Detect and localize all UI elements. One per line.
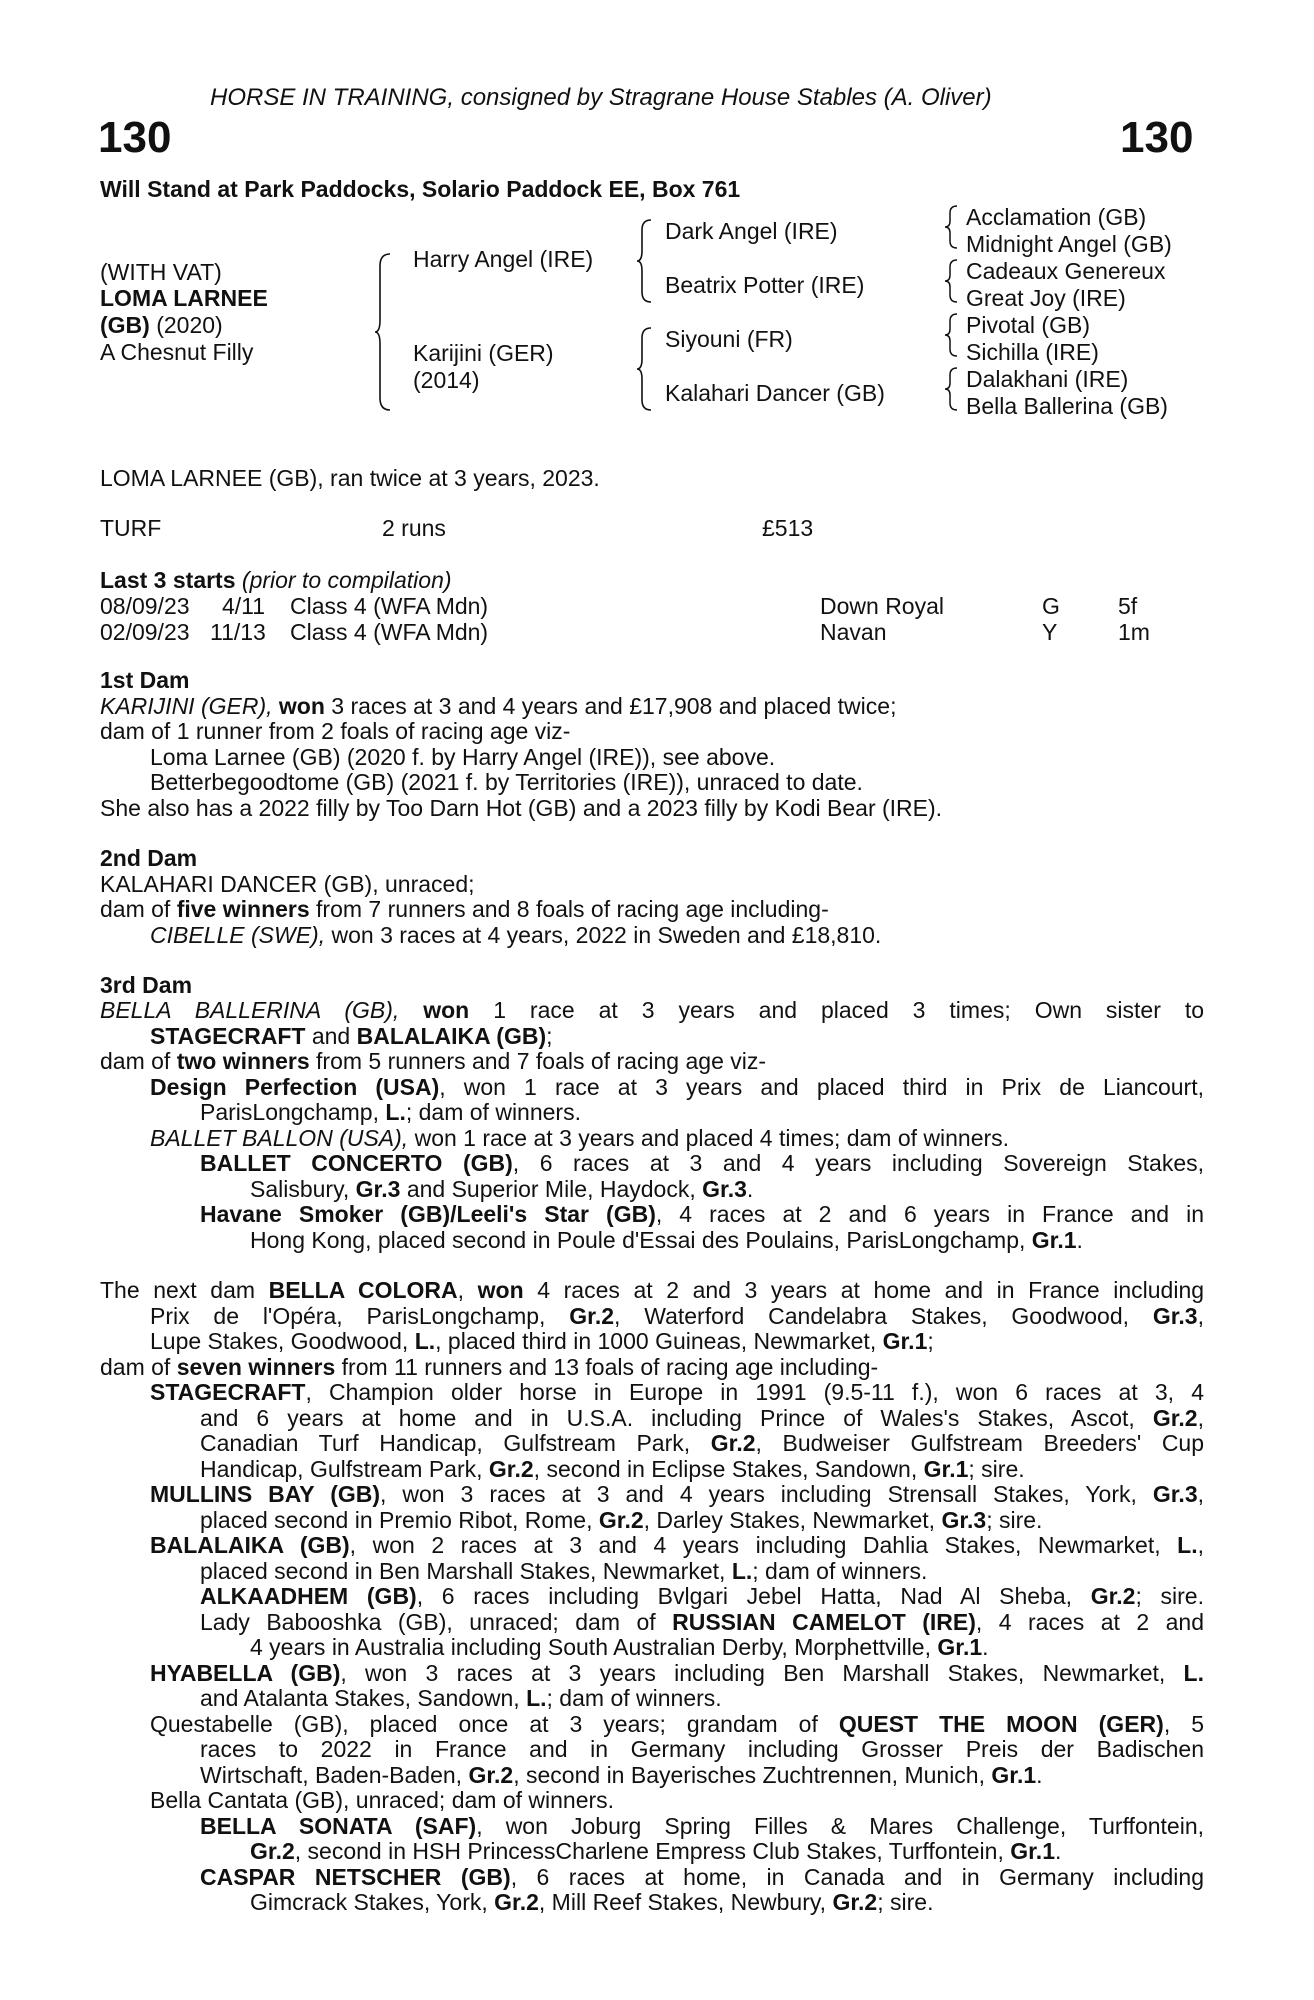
consignment-header: HORSE IN TRAINING, consigned by Stragrane House Stables (A. Oliver) bbox=[210, 84, 992, 111]
next-dam-line bbox=[100, 1661, 1204, 1687]
first-dam-name: KARIJINI (GER), bbox=[100, 692, 273, 719]
text: The next dam bbox=[100, 1277, 256, 1303]
next-dam-line bbox=[100, 1686, 1204, 1712]
first-dam-line: dam of 1 runner from 2 foals of racing age viz- bbox=[100, 718, 571, 744]
text: Gr.1 bbox=[991, 1761, 1037, 1788]
pedigree-g1: Acclamation (GB) bbox=[966, 204, 1147, 230]
text: , 4 races at 2 and bbox=[975, 1608, 1204, 1635]
text: 3 races at 3 and 4 years and £17,908 and placed twice; bbox=[331, 692, 897, 719]
first-dam-title: 1st Dam bbox=[100, 667, 190, 693]
next-dam-line bbox=[100, 1406, 1204, 1432]
next-dam-line bbox=[100, 1278, 1204, 1304]
first-dam-line: She also has a 2022 filly by Too Darn Hot (GB) and a 2023 filly by Kodi Bear (IRE). bbox=[100, 794, 943, 821]
start-going: Y bbox=[1042, 619, 1058, 645]
text: Gr.3 bbox=[941, 1506, 987, 1533]
third-dam-line bbox=[100, 1075, 1204, 1101]
text: . bbox=[982, 1634, 989, 1660]
next-dam-line bbox=[100, 1839, 1204, 1865]
horse-country: (GB) bbox=[100, 312, 150, 338]
text: Gr.2 bbox=[468, 1761, 514, 1788]
next-dam-line bbox=[100, 1329, 1204, 1355]
text: Gr.3 bbox=[1152, 1481, 1198, 1507]
stand-location: Will Stand at Park Paddocks, Solario Paddock EE, Box 761 bbox=[100, 176, 741, 202]
text: seven winners bbox=[176, 1353, 336, 1380]
text: , 6 races including Bvlgari Jebel Hatta, Nad Al Sheba, bbox=[416, 1583, 1073, 1609]
text: , Mill Reef Stakes, Newbury, bbox=[538, 1889, 827, 1915]
text: dam of bbox=[100, 896, 171, 922]
text: , second in HSH PrincessCharlene Empress Club Stakes, Turffontein, bbox=[294, 1838, 1004, 1864]
third-dam-title bbox=[100, 973, 192, 999]
next-dam-line: Bella Cantata (GB), unraced; dam of winners. bbox=[150, 1787, 615, 1813]
pedigree-sire-sire: Dark Angel (IRE) bbox=[665, 218, 838, 244]
start-position: 11/13 bbox=[210, 619, 266, 645]
text: , Waterford Candelabra Stakes, Goodwood, bbox=[614, 1302, 1130, 1329]
text: Salisbury, bbox=[250, 1175, 350, 1202]
next-dam-line bbox=[100, 1610, 1204, 1636]
next-dam-line bbox=[100, 1457, 1204, 1483]
pedigree-g2: Midnight Angel (GB) bbox=[966, 231, 1172, 257]
text: BALLET CONCERTO (GB) bbox=[200, 1150, 513, 1176]
text: five winners bbox=[176, 896, 310, 922]
text: , 5 bbox=[1163, 1710, 1204, 1737]
text: Gr.2 bbox=[1152, 1404, 1198, 1431]
text: Gr.3 bbox=[1152, 1302, 1198, 1329]
text: Gr.2 bbox=[710, 1430, 756, 1456]
text: BELLA BALLERINA (GB), bbox=[100, 997, 400, 1023]
text: Canadian Turf Handicap, Gulfstream Park, bbox=[200, 1430, 691, 1456]
text: L. bbox=[385, 1099, 406, 1125]
text: , bbox=[1197, 1481, 1205, 1507]
text: Gr.2 bbox=[488, 1455, 534, 1482]
second-dam-line: KALAHARI DANCER (GB), unraced; bbox=[100, 870, 475, 897]
text: Design Perfection (USA) bbox=[150, 1073, 440, 1100]
lot-number-right: 130 bbox=[1120, 113, 1194, 162]
third-dam-line bbox=[100, 1126, 1204, 1152]
text: from 7 runners and 8 foals of racing age including- bbox=[316, 896, 829, 922]
text: , bbox=[457, 1277, 465, 1303]
text: Gr.1 bbox=[882, 1328, 928, 1354]
won-label: won bbox=[278, 692, 325, 719]
next-dam-line bbox=[100, 1355, 1204, 1381]
text: , 6 races at 3 and 4 years including Sovereign Stakes, bbox=[512, 1150, 1204, 1176]
pedigree-brace-g12 bbox=[944, 204, 960, 250]
next-dam-line bbox=[100, 1865, 1204, 1891]
next-dam-line bbox=[100, 1508, 1204, 1534]
text: L. bbox=[414, 1328, 436, 1354]
start-class: Class 4 (WFA Mdn) bbox=[290, 619, 489, 645]
second-dam-line bbox=[100, 897, 881, 923]
text: ; bbox=[546, 1022, 553, 1049]
text: won 1 race at 3 years and placed 4 times; dam of winners. bbox=[414, 1124, 1010, 1151]
pedigree-brace-g34 bbox=[944, 258, 960, 304]
text: Lady Babooshka (GB), unraced; dam of bbox=[200, 1608, 656, 1635]
start-distance: 5f bbox=[1118, 593, 1138, 619]
pedigree-dam-sire: Siyouni (FR) bbox=[665, 326, 793, 352]
text: Hong Kong, placed second in Poule d'Essai des Poulains, ParisLongchamp, bbox=[250, 1226, 1026, 1253]
third-dam-line bbox=[100, 1177, 1204, 1203]
text: BALALAIKA (GB) bbox=[150, 1532, 350, 1558]
text: ; dam of winners. bbox=[752, 1557, 928, 1584]
second-dam-title: 2nd Dam bbox=[100, 845, 198, 871]
text: 3rd Dam bbox=[100, 972, 193, 998]
first-dam-section bbox=[100, 668, 942, 821]
text: , bbox=[1197, 1532, 1204, 1558]
text: Gr.2 bbox=[598, 1506, 644, 1533]
next-dam-line bbox=[100, 1635, 1204, 1661]
pedigree-brace-main bbox=[374, 252, 394, 412]
text: Gr.3 bbox=[355, 1175, 401, 1202]
text: HYABELLA (GB) bbox=[150, 1659, 341, 1686]
third-dam-line bbox=[100, 1100, 1204, 1126]
text: Havane Smoker (GB)/Leeli's Star (GB) bbox=[200, 1201, 656, 1227]
text: dam of bbox=[100, 1048, 171, 1074]
text: Gr.1 bbox=[937, 1634, 983, 1660]
start-distance: 1m bbox=[1118, 619, 1150, 645]
third-dam-line bbox=[100, 1049, 1204, 1075]
text: Gr.1 bbox=[1031, 1226, 1077, 1253]
text: BALALAIKA (GB) bbox=[356, 1022, 547, 1049]
pedigree-brace-g56 bbox=[944, 312, 960, 358]
text: L. bbox=[1177, 1532, 1198, 1558]
text: Lupe Stakes, Goodwood, bbox=[150, 1328, 409, 1354]
pedigree-brace-g78 bbox=[944, 366, 960, 412]
second-dam-line bbox=[100, 923, 881, 949]
next-dam-line: races to 2022 in France and in Germany including Grosser Preis der Badischen bbox=[200, 1736, 1204, 1762]
text: and bbox=[311, 1022, 351, 1049]
text: 4 races at 2 and 3 years at home and in France including bbox=[537, 1277, 1205, 1303]
record-earnings: £513 bbox=[762, 515, 814, 541]
text: BELLA SONATA (SAF) bbox=[200, 1812, 477, 1839]
second-dam-section bbox=[100, 846, 881, 948]
last-starts-heading bbox=[100, 568, 452, 593]
text: . bbox=[1076, 1226, 1083, 1253]
text: Gr.2 bbox=[832, 1889, 878, 1915]
text: and 6 years at home and in U.S.A. including Prince of Wales's Stakes, Ascot, bbox=[200, 1404, 1135, 1431]
next-dam-section bbox=[100, 1278, 1204, 1916]
text: , won 2 races at 3 and 4 years including Dahlia Stakes, Newmarket, bbox=[349, 1532, 1161, 1558]
text: . bbox=[1036, 1761, 1043, 1788]
pedigree-sire-dam: Beatrix Potter (IRE) bbox=[665, 272, 865, 298]
third-dam-section bbox=[100, 998, 1204, 1253]
next-dam-line bbox=[100, 1584, 1204, 1610]
race-summary: LOMA LARNEE (GB), ran twice at 3 years, 2023. bbox=[100, 465, 600, 491]
text: placed second in Premio Ribot, Rome, bbox=[200, 1506, 593, 1533]
text: ; sire. bbox=[1135, 1583, 1204, 1609]
text: Gr.2 bbox=[250, 1838, 295, 1864]
start-date: 02/09/23 bbox=[100, 619, 190, 645]
text: STAGECRAFT bbox=[150, 1379, 306, 1405]
pedigree-g3: Cadeaux Genereux bbox=[966, 258, 1166, 284]
start-position: 4/11 bbox=[222, 593, 266, 619]
text: dam of bbox=[100, 1353, 171, 1380]
next-dam-line bbox=[100, 1814, 1204, 1840]
text: ; dam of winners. bbox=[405, 1099, 581, 1125]
third-dam-line bbox=[100, 1202, 1204, 1228]
text: , second in Bayerisches Zuchtrennen, Munich, bbox=[513, 1761, 985, 1788]
text: CASPAR NETSCHER (GB) bbox=[200, 1863, 511, 1890]
start-class: Class 4 (WFA Mdn) bbox=[290, 593, 489, 619]
text: , Budweiser Gulfstream Breeders' Cup bbox=[755, 1430, 1205, 1456]
text: . bbox=[746, 1175, 754, 1202]
next-dam-line bbox=[100, 1304, 1204, 1330]
text: QUEST THE MOON (GER) bbox=[838, 1710, 1164, 1737]
start-going: G bbox=[1042, 593, 1060, 619]
text: Gr.1 bbox=[1010, 1838, 1055, 1864]
next-dam-line bbox=[100, 1431, 1204, 1457]
horse-country-year bbox=[100, 313, 223, 338]
text: BALLET BALLON (USA), bbox=[150, 1124, 409, 1151]
next-dam-line bbox=[100, 1380, 1204, 1406]
last-starts-title: Last 3 starts bbox=[100, 567, 236, 593]
text: , bbox=[1197, 1404, 1204, 1431]
text: Gimcrack Stakes, York, bbox=[250, 1889, 488, 1915]
pedigree-dam: Karijini (GER) bbox=[413, 340, 554, 366]
text: won bbox=[423, 997, 470, 1023]
text: ; sire. bbox=[968, 1455, 1025, 1482]
text: L. bbox=[1183, 1659, 1204, 1686]
record-surface: TURF bbox=[100, 515, 162, 541]
text: Wirtschaft, Baden-Baden, bbox=[200, 1761, 463, 1788]
text: , 6 races at home, in Canada and in Germany including bbox=[510, 1863, 1205, 1890]
text: Prix de l'Opéra, ParisLongchamp, bbox=[150, 1302, 546, 1329]
text: , won Joburg Spring Filles & Mares Challenge, Turffontein, bbox=[476, 1812, 1204, 1839]
text: two winners bbox=[176, 1048, 310, 1074]
text: Gr.2 bbox=[569, 1302, 615, 1329]
text: from 11 runners and 13 foals of racing age including- bbox=[341, 1353, 879, 1380]
text: L. bbox=[526, 1685, 547, 1711]
start-date: 08/09/23 bbox=[100, 593, 190, 619]
first-dam-line: Loma Larnee (GB) (2020 f. by Harry Angel (IRE)), see above. bbox=[150, 743, 776, 770]
text: won 3 races at 4 years, 2022 in Sweden and £18,810. bbox=[331, 921, 882, 948]
next-dam-line bbox=[100, 1712, 1204, 1738]
text: from 5 runners and 7 foals of racing age viz- bbox=[316, 1048, 767, 1074]
next-dam-line bbox=[100, 1533, 1204, 1559]
pedigree-g6: Sichilla (IRE) bbox=[966, 339, 1099, 365]
last-starts-note: (prior to compilation) bbox=[241, 567, 452, 593]
text: and Atalanta Stakes, Sandown, bbox=[200, 1685, 520, 1711]
pedigree-dam-year: (2014) bbox=[413, 367, 480, 393]
text: Gr.2 bbox=[1090, 1583, 1136, 1609]
text: ; sire. bbox=[986, 1506, 1043, 1533]
pedigree-sire: Harry Angel (IRE) bbox=[413, 246, 594, 272]
third-dam-line bbox=[100, 1024, 1204, 1050]
text: ParisLongchamp, bbox=[200, 1099, 379, 1125]
text: Gr.3 bbox=[702, 1175, 747, 1202]
text: 4 years in Australia including South Australian Derby, Morphettville, bbox=[250, 1634, 931, 1660]
start-course: Navan bbox=[820, 619, 887, 645]
text: Questabelle (GB), placed once at 3 years; grandam of bbox=[150, 1710, 818, 1737]
text: 1 race at 3 years and placed 3 times; Own sister to bbox=[493, 997, 1205, 1023]
text: ALKAADHEM (GB) bbox=[200, 1583, 417, 1609]
text: Handicap, Gulfstream Park, bbox=[200, 1455, 483, 1482]
text: , won 3 races at 3 years including Ben Marshall Stakes, Newmarket, bbox=[340, 1659, 1166, 1686]
text: , bbox=[1197, 1302, 1204, 1329]
pedigree-g5: Pivotal (GB) bbox=[966, 312, 1090, 338]
text: , Champion older horse in Europe in 1991 (9.5-11 f.), won 6 races at 3, 4 bbox=[305, 1379, 1204, 1405]
text: , won 3 races at 3 and 4 years including Strensall Stakes, York, bbox=[380, 1481, 1137, 1507]
vat-note: (WITH VAT) bbox=[100, 259, 222, 285]
text: , won 1 race at 3 years and placed third in Prix de Liancourt, bbox=[439, 1073, 1204, 1100]
horse-name: LOMA LARNEE bbox=[100, 285, 268, 311]
text: placed second in Ben Marshall Stakes, Newmarket, bbox=[200, 1557, 726, 1584]
text: BELLA COLORA bbox=[268, 1277, 458, 1303]
text: RUSSIAN CAMELOT (IRE) bbox=[672, 1608, 976, 1635]
lot-number-left: 130 bbox=[98, 113, 172, 162]
third-dam-line bbox=[100, 1151, 1204, 1177]
text: ; sire. bbox=[877, 1889, 934, 1915]
horse-year: (2020) bbox=[156, 312, 223, 338]
text: ; dam of winners. bbox=[546, 1685, 722, 1711]
pedigree-dam-dam: Kalahari Dancer (GB) bbox=[665, 380, 885, 406]
pedigree-g4: Great Joy (IRE) bbox=[966, 285, 1126, 311]
third-dam-line bbox=[100, 1228, 1204, 1254]
record-runs: 2 runs bbox=[382, 515, 446, 541]
text: and Superior Mile, Haydock, bbox=[406, 1175, 696, 1202]
pedigree-g8: Bella Ballerina (GB) bbox=[966, 393, 1168, 419]
text: , 4 races at 2 and 6 years in France and in bbox=[655, 1201, 1205, 1227]
text: STAGECRAFT bbox=[150, 1022, 306, 1049]
next-dam-line bbox=[100, 1482, 1204, 1508]
first-dam-line bbox=[100, 694, 942, 720]
start-course: Down Royal bbox=[820, 593, 944, 619]
text: L. bbox=[731, 1557, 753, 1584]
pedigree-g7: Dalakhani (IRE) bbox=[966, 366, 1129, 392]
text: . bbox=[1055, 1838, 1062, 1864]
first-dam-line: Betterbegoodtome (GB) (2021 f. by Territories (IRE)), unraced to date. bbox=[150, 769, 863, 795]
text: Gr.1 bbox=[923, 1455, 969, 1482]
text: ; bbox=[927, 1328, 934, 1354]
horse-description: A Chesnut Filly bbox=[100, 339, 254, 365]
text: , Darley Stakes, Newmarket, bbox=[643, 1506, 936, 1533]
text: won bbox=[477, 1277, 524, 1303]
text: , second in Eclipse Stakes, Sandown, bbox=[533, 1455, 918, 1482]
text: , placed third in 1000 Guineas, Newmarket, bbox=[435, 1328, 877, 1354]
text: Gr.2 bbox=[494, 1889, 539, 1915]
text: MULLINS BAY (GB) bbox=[150, 1481, 381, 1507]
next-dam-line bbox=[100, 1890, 1204, 1916]
next-dam-line bbox=[100, 1763, 1204, 1789]
pedigree-brace-sire bbox=[636, 218, 654, 304]
pedigree-brace-dam bbox=[636, 326, 654, 412]
text: CIBELLE (SWE), bbox=[150, 921, 326, 948]
third-dam-line bbox=[100, 998, 1204, 1024]
next-dam-line bbox=[100, 1559, 1204, 1585]
